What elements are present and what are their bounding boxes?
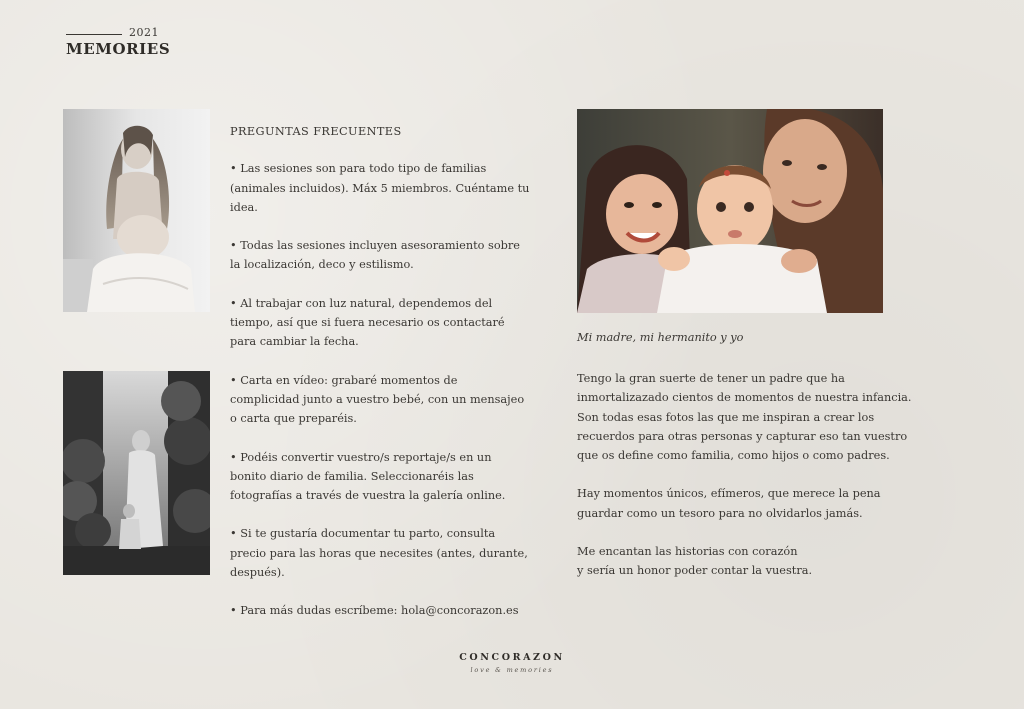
- page-title: MEMORIES: [66, 40, 171, 58]
- family-portrait-photo: [577, 109, 883, 313]
- story-paragraph: Tengo la gran suerte de tener un padre que ha inmortalizazado cientos de momentos de nuestra infancia. Son todas esas fotos las que me inspiran a crear los recuerdos para otras personas y capturar eso tan vuestro que os define como familia, como hijos o como padres.: [577, 372, 912, 463]
- story-text: [577, 369, 927, 600]
- brand-tagline: love & memories: [470, 666, 554, 674]
- faq-item: • Podéis convertir vuestro/s reportaje/s en un bonito diario de familia. Seleccionaréis las fotografías a través de vuestra la galería online.: [230, 450, 506, 503]
- closing-line-2: y sería un honor poder contar la vuestra.: [577, 564, 813, 578]
- faq-heading: PREGUNTAS FRECUENTES: [230, 125, 402, 138]
- garden-family-photo: [63, 371, 210, 575]
- story-paragraph: Hay momentos únicos, efímeros, que merece la pena guardar como un tesoro para no olvidarlos jamás.: [577, 487, 881, 520]
- faq-item: • Las sesiones son para todo tipo de familias (animales incluidos). Máx 5 miembros. Cuéntame tu idea.: [230, 162, 530, 214]
- faq-item: • Si te gustaría documentar tu parto, consulta precio para las horas que necesites (antes, durante, después).: [230, 527, 528, 580]
- closing-line-1: Me encantan las historias con corazón: [577, 545, 798, 559]
- story-paragraph-closing: [577, 542, 927, 581]
- faq-item: • Carta en vídeo: grabaré momentos de complicidad junto a vuestro bebé, con un mensajeo o carta que preparéis.: [230, 373, 525, 426]
- brand-footer: [0, 652, 1024, 674]
- brand-logo-text: CONCORAZON: [459, 652, 565, 663]
- faq-item-contact: • Para más dudas escríbeme: hola@concorazon.es: [230, 604, 519, 618]
- header-year: 2021: [129, 26, 159, 39]
- faq-item: • Todas las sesiones incluyen asesoramiento sobre la localización, deco y estilismo.: [230, 239, 520, 272]
- faq-item: • Al trabajar con luz natural, dependemos del tiempo, así que si fuera necesario os contactaré para cambiar la fecha.: [230, 296, 505, 349]
- pregnant-woman-photo: [63, 109, 210, 312]
- faq-section: [230, 122, 530, 640]
- photo-caption: Mi madre, mi hermanito y yo: [577, 331, 744, 344]
- header-rule: [66, 34, 122, 35]
